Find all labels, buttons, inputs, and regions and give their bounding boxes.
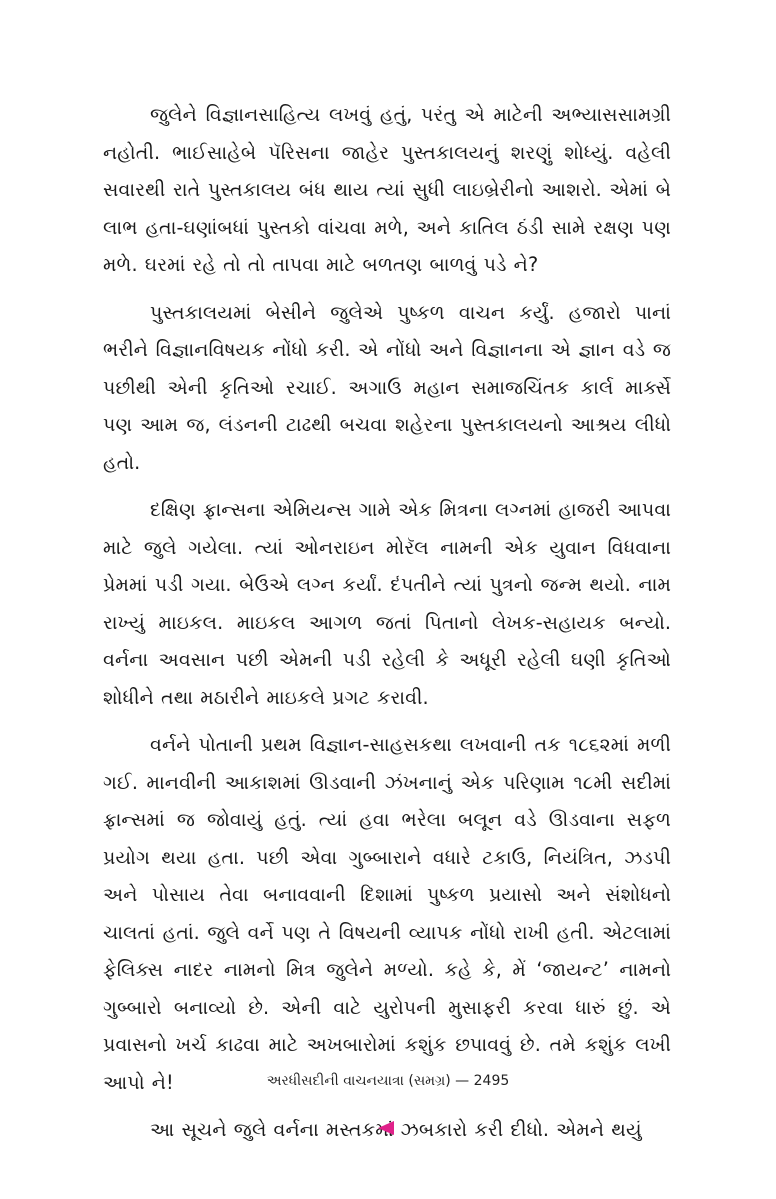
paragraph-5: આ સૂચને જુલે વર્નના મસ્તકમાં ઝબકારો કરી દીધો. એમને થયું <box>150 1118 642 1141</box>
page-footer: અરધીસદીની વાચનયાત્રા (સમગ્ર) — 2495 <box>266 1073 510 1089</box>
body-text <box>103 96 671 1159</box>
paragraph-2: પુસ્તકાલયમાં બેસીને જુલેએ પુષ્કળ વાચન કર્યું. હજારો પાનાં ભરીને વિજ્ઞાનવિષયક નોંધો કરી. એ નોંધો અને વિજ્ઞાનના એ જ્ઞાન વડે જ પછીથી એની કૃતિઓ રચાઈ. અગાઉ મહાન સમાજચિંતક કાર્લ માર્ક્સે પણ આમ જ, લંડનની ટાઢથી બચવા શહેરના પુસ્તકાલયનો આશ્રય લીધો હતો. <box>103 300 671 474</box>
prev-page-arrow-icon[interactable] <box>378 1121 394 1135</box>
paragraph-1: જુલેને વિજ્ઞાનસાહિત્ય લખવું હતું, પરંતુ એ માટેની અભ્યાસસામગ્રી નહોતી. ભાઈસાહેબે પૅરિસના જાહેર પુસ્તકાલયનું શરણું શોધ્યું. વહેલી સવારથી રાતે પુસ્તકાલય બંધ થાય ત્યાં સુધી લાઇબ્રેરીનો આશરો. એમાં બે લાભ હતા-ઘણાંબધાં પુસ્તકો વાંચવા મળે, અને કાતિલ ઠંડી સામે રક્ષણ પણ મળે. ઘરમાં રહે તો તો તાપવા માટે બળતણ બાળવું પડે ને? <box>103 103 671 276</box>
paragraph-4: વર્નને પોતાની પ્રથમ વિજ્ઞાન-સાહસકથા લખવાની તક ૧૮૬૨માં મળી ગઈ. માનવીની આકાશમાં ઊડવાની ઝંખનાનું એક પરિણામ ૧૮મી સદીમાં ફ્રાન્સમાં જ જોવાયું હતું. ત્યાં હવા ભરેલા બલૂન વડે ઊડવાના સફળ પ્રયોગ થયા હતા. પછી એવા ગુબ્બારાને વધારે ટકાઉ, નિયંત્રિત, ઝડપી અને પોસાય તેવા બનાવવાની દિશામાં પુષ્કળ પ્રયાસો અને સંશોધનો ચાલતાં હતાં. જુલે વર્ને પણ તે વિષયની વ્યાપક નોંધો રાખી હતી. એટલામાં ફેલિક્સ નાદર નામનો મિત્ર જુલેને મળ્યો. કહે કે, મેં ‘જાયન્ટ’ નામનો ગુબ્બારો બનાવ્યો છે. એની વાટે યુરોપની મુસાફરી કરવા ધારું છું. એ પ્રવાસનો ખર્ચ કાઢવા માટે અખબારોમાં કશુંક છપાવવું છે. તમે કશુંક લખી આપો ને! <box>103 733 671 1094</box>
paragraph-3: દક્ષિણ ફ્રાન્સના એમિયન્સ ગામે એક મિત્રના લગ્નમાં હાજરી આપવા માટે જુલે ગયેલા. ત્યાં ઓનરાઇન મોરૅલ નામની એક યુવાન વિધવાના પ્રેમમાં પડી ગયા. બેઉએ લગ્ન કર્યાં. દંપતીને ત્યાં પુત્રનો જન્મ થયો. નામ રાખ્યું માઇકલ. માઇકલ આગળ જતાં પિતાનો લેખક-સહાયક બન્યો. વર્નના અવસાન પછી એમની પડી રહેલી કે અધૂરી રહેલી ઘણી કૃતિઓ શોધીને તથા મઠારીને માઇકલે પ્રગટ કરાવી. <box>103 498 671 709</box>
